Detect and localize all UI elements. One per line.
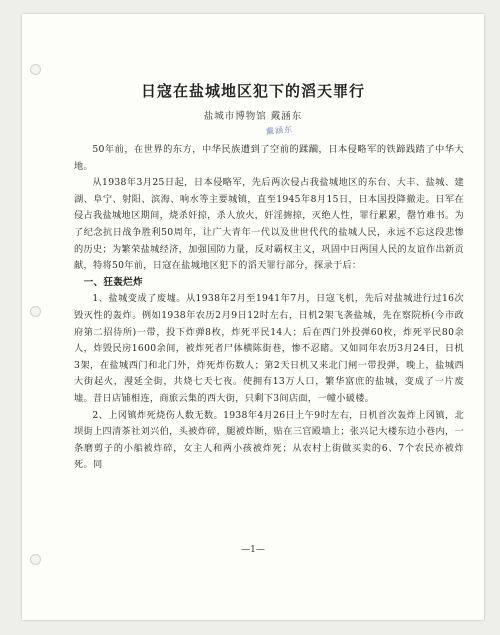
binding-hole xyxy=(30,64,41,75)
section-paragraph: 2、上冈镇炸死烧伤人数无数。1938年4月26日上午9时左右，日机首次轰炸上冈镇，北坝街上四清茶社刘兴伯，头被炸碎，腿被炸断，贴在三官殿墙上；张兴记大楼东边小巷内，一条磨剪子的小船被炸碎，女主人和两小孩被炸死；从农村上街做买卖的6、7个农民亦被炸死。同 xyxy=(74,409,464,471)
document-title: 日寇在盐城地区犯下的滔天罪行 xyxy=(140,82,365,100)
intro-paragraph: 从1938年3月25日起，日本侵略军，先后两次侵占我盐城地区的东台、大丰、盐城、建湖、阜宁、射阳、滨海、响水等主要城镇，直至1945年8月15日，日本国投降撤走。日军在侵占我盐城地区期间，烧杀奸掠，杀人放火，奸淫掳掠，灭绝人性，罪行累累，罄竹难书。为了纪念抗日战争胜利50周年，让广大青年一代以及世世代代的盐城人民，永远不忘这段悲惨的历史；为繁荣盐城经济，加强国防力量，反对霸权主义，巩固中日两国人民的友谊作出新贡献，特将50年前，日寇在盐城地区犯下的滔天罪行部分，探录于后： xyxy=(74,177,464,272)
binding-hole xyxy=(30,306,41,317)
section-heading: 一、狂轰烂炸 xyxy=(83,276,143,288)
document-body xyxy=(74,142,464,474)
document-page xyxy=(22,14,484,620)
intro-paragraph: 50年前，在世界的东方，中华民族遭到了空前的蹂躏，日本侵略军的铁蹄践踏了中华大地。 xyxy=(74,144,464,172)
page-number: —1— xyxy=(241,545,265,555)
section-paragraph: 1、盐城变成了废墟。从1938年2月至1941年7月，日寇飞机，先后对盐城进行过16次毁灭性的轰炸。例如1938年农历2月9日12时左右，日机2架飞袭盐城，先在察院桥(今市政府第二招待所)一带，投下炸弹8枚，炸死平民14人；后在西门外投弹60枚，炸死平民80余人，炸毁民房1600余间，被炸死者尸体横陈街巷，惨不忍睹。又如同年农历3月24日，日机3架，在盐城西门和北门外，炸死炸伤数人；第2天日机又来北门闸一带投弹，晚上，盐城西大街起火，漫延全街，共烧七天七夜。使拥有13万人口，繁华富庶的盐城，变成了一片废墟。昔日店铺相连，商旅云集的西大街，只剩下3间店面，一幢小破楼。 xyxy=(74,293,464,404)
author-byline: 盐城市博物馆 戴涵东 xyxy=(203,111,303,122)
binding-hole xyxy=(30,554,41,565)
author-seal-stamp: 戴涵东 xyxy=(265,124,294,137)
